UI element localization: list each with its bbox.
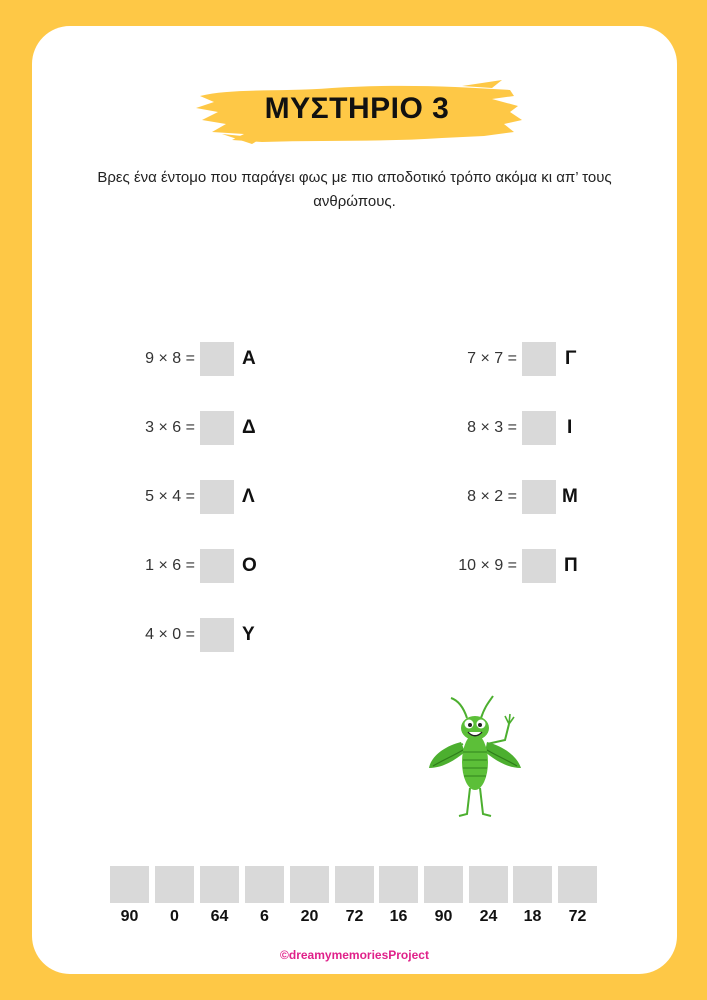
answer-letter-box[interactable] <box>424 866 463 903</box>
footer-credit: ©dreamymemoriesProject <box>280 948 429 962</box>
answer-input-box[interactable] <box>200 342 234 376</box>
equation-letter: Ο <box>242 555 257 576</box>
equation-row <box>90 618 315 652</box>
answer-letter-box[interactable] <box>200 866 239 903</box>
equation-expression: 4 × 0 = <box>145 626 195 643</box>
answer-number: 18 <box>523 908 542 925</box>
equation-expression: 10 × 9 = <box>458 557 517 574</box>
equation-letter: Π <box>564 555 578 576</box>
answer-letter-box[interactable] <box>379 866 418 903</box>
answer-letter-box[interactable] <box>513 866 552 903</box>
equation-row <box>90 411 315 445</box>
answer-letter-box[interactable] <box>110 866 149 903</box>
answer-letter-box[interactable] <box>558 866 597 903</box>
equation-expression: 1 × 6 = <box>145 557 195 574</box>
answer-input-box[interactable] <box>200 618 234 652</box>
equation-row <box>90 342 315 376</box>
equation-expression: 7 × 7 = <box>467 350 517 367</box>
answer-input-box[interactable] <box>200 480 234 514</box>
equation-expression: 8 × 3 = <box>467 419 517 436</box>
equation-expression: 5 × 4 = <box>145 488 195 505</box>
equation-expression: 8 × 2 = <box>467 488 517 505</box>
page-title: ΜΥΣΤΗΡΙΟ 3 <box>264 92 450 125</box>
answer-input-box[interactable] <box>522 411 556 445</box>
answer-number: 0 <box>170 908 179 925</box>
answer-input-box[interactable] <box>200 549 234 583</box>
answer-letter-box[interactable] <box>290 866 329 903</box>
answer-number: 24 <box>479 908 498 925</box>
equation-expression: 3 × 6 = <box>145 419 195 436</box>
equation-letter: Γ <box>565 348 577 369</box>
cricket-icon <box>425 694 525 819</box>
equation-expression: 9 × 8 = <box>145 350 195 367</box>
answer-input-box[interactable] <box>200 411 234 445</box>
worksheet-card <box>32 26 677 974</box>
answer-number: 20 <box>300 908 319 925</box>
equation-row <box>412 480 637 514</box>
equation-letter: Υ <box>242 624 255 645</box>
equation-row <box>90 549 315 583</box>
equation-letter: Α <box>242 348 256 369</box>
equation-letter: Ι <box>567 417 573 438</box>
answer-input-box[interactable] <box>522 549 556 583</box>
answer-number: 72 <box>568 908 587 925</box>
answer-letter-box[interactable] <box>155 866 194 903</box>
equation-letter: Λ <box>242 486 255 507</box>
answer-letter-box[interactable] <box>245 866 284 903</box>
answer-number: 90 <box>434 908 453 925</box>
equation-letter: Μ <box>562 486 578 507</box>
equation-letter: Δ <box>242 417 256 438</box>
answer-number: 72 <box>345 908 364 925</box>
answer-number: 16 <box>389 908 408 925</box>
instructions-text: Βρες ένα έντομο που παράγει φως με πιο αποδοτικό τρόπο ακόμα κι απ’ τους ανθρώπους. <box>97 169 612 210</box>
equation-row <box>412 342 637 376</box>
title-banner <box>192 66 522 152</box>
answer-letter-box[interactable] <box>469 866 508 903</box>
answer-number: 6 <box>260 908 269 925</box>
equation-row <box>412 549 637 583</box>
answer-input-box[interactable] <box>522 480 556 514</box>
equation-row <box>412 411 637 445</box>
answer-number: 90 <box>120 908 139 925</box>
equation-row <box>90 480 315 514</box>
answer-number: 64 <box>210 908 229 925</box>
answer-letter-box[interactable] <box>335 866 374 903</box>
answer-input-box[interactable] <box>522 342 556 376</box>
